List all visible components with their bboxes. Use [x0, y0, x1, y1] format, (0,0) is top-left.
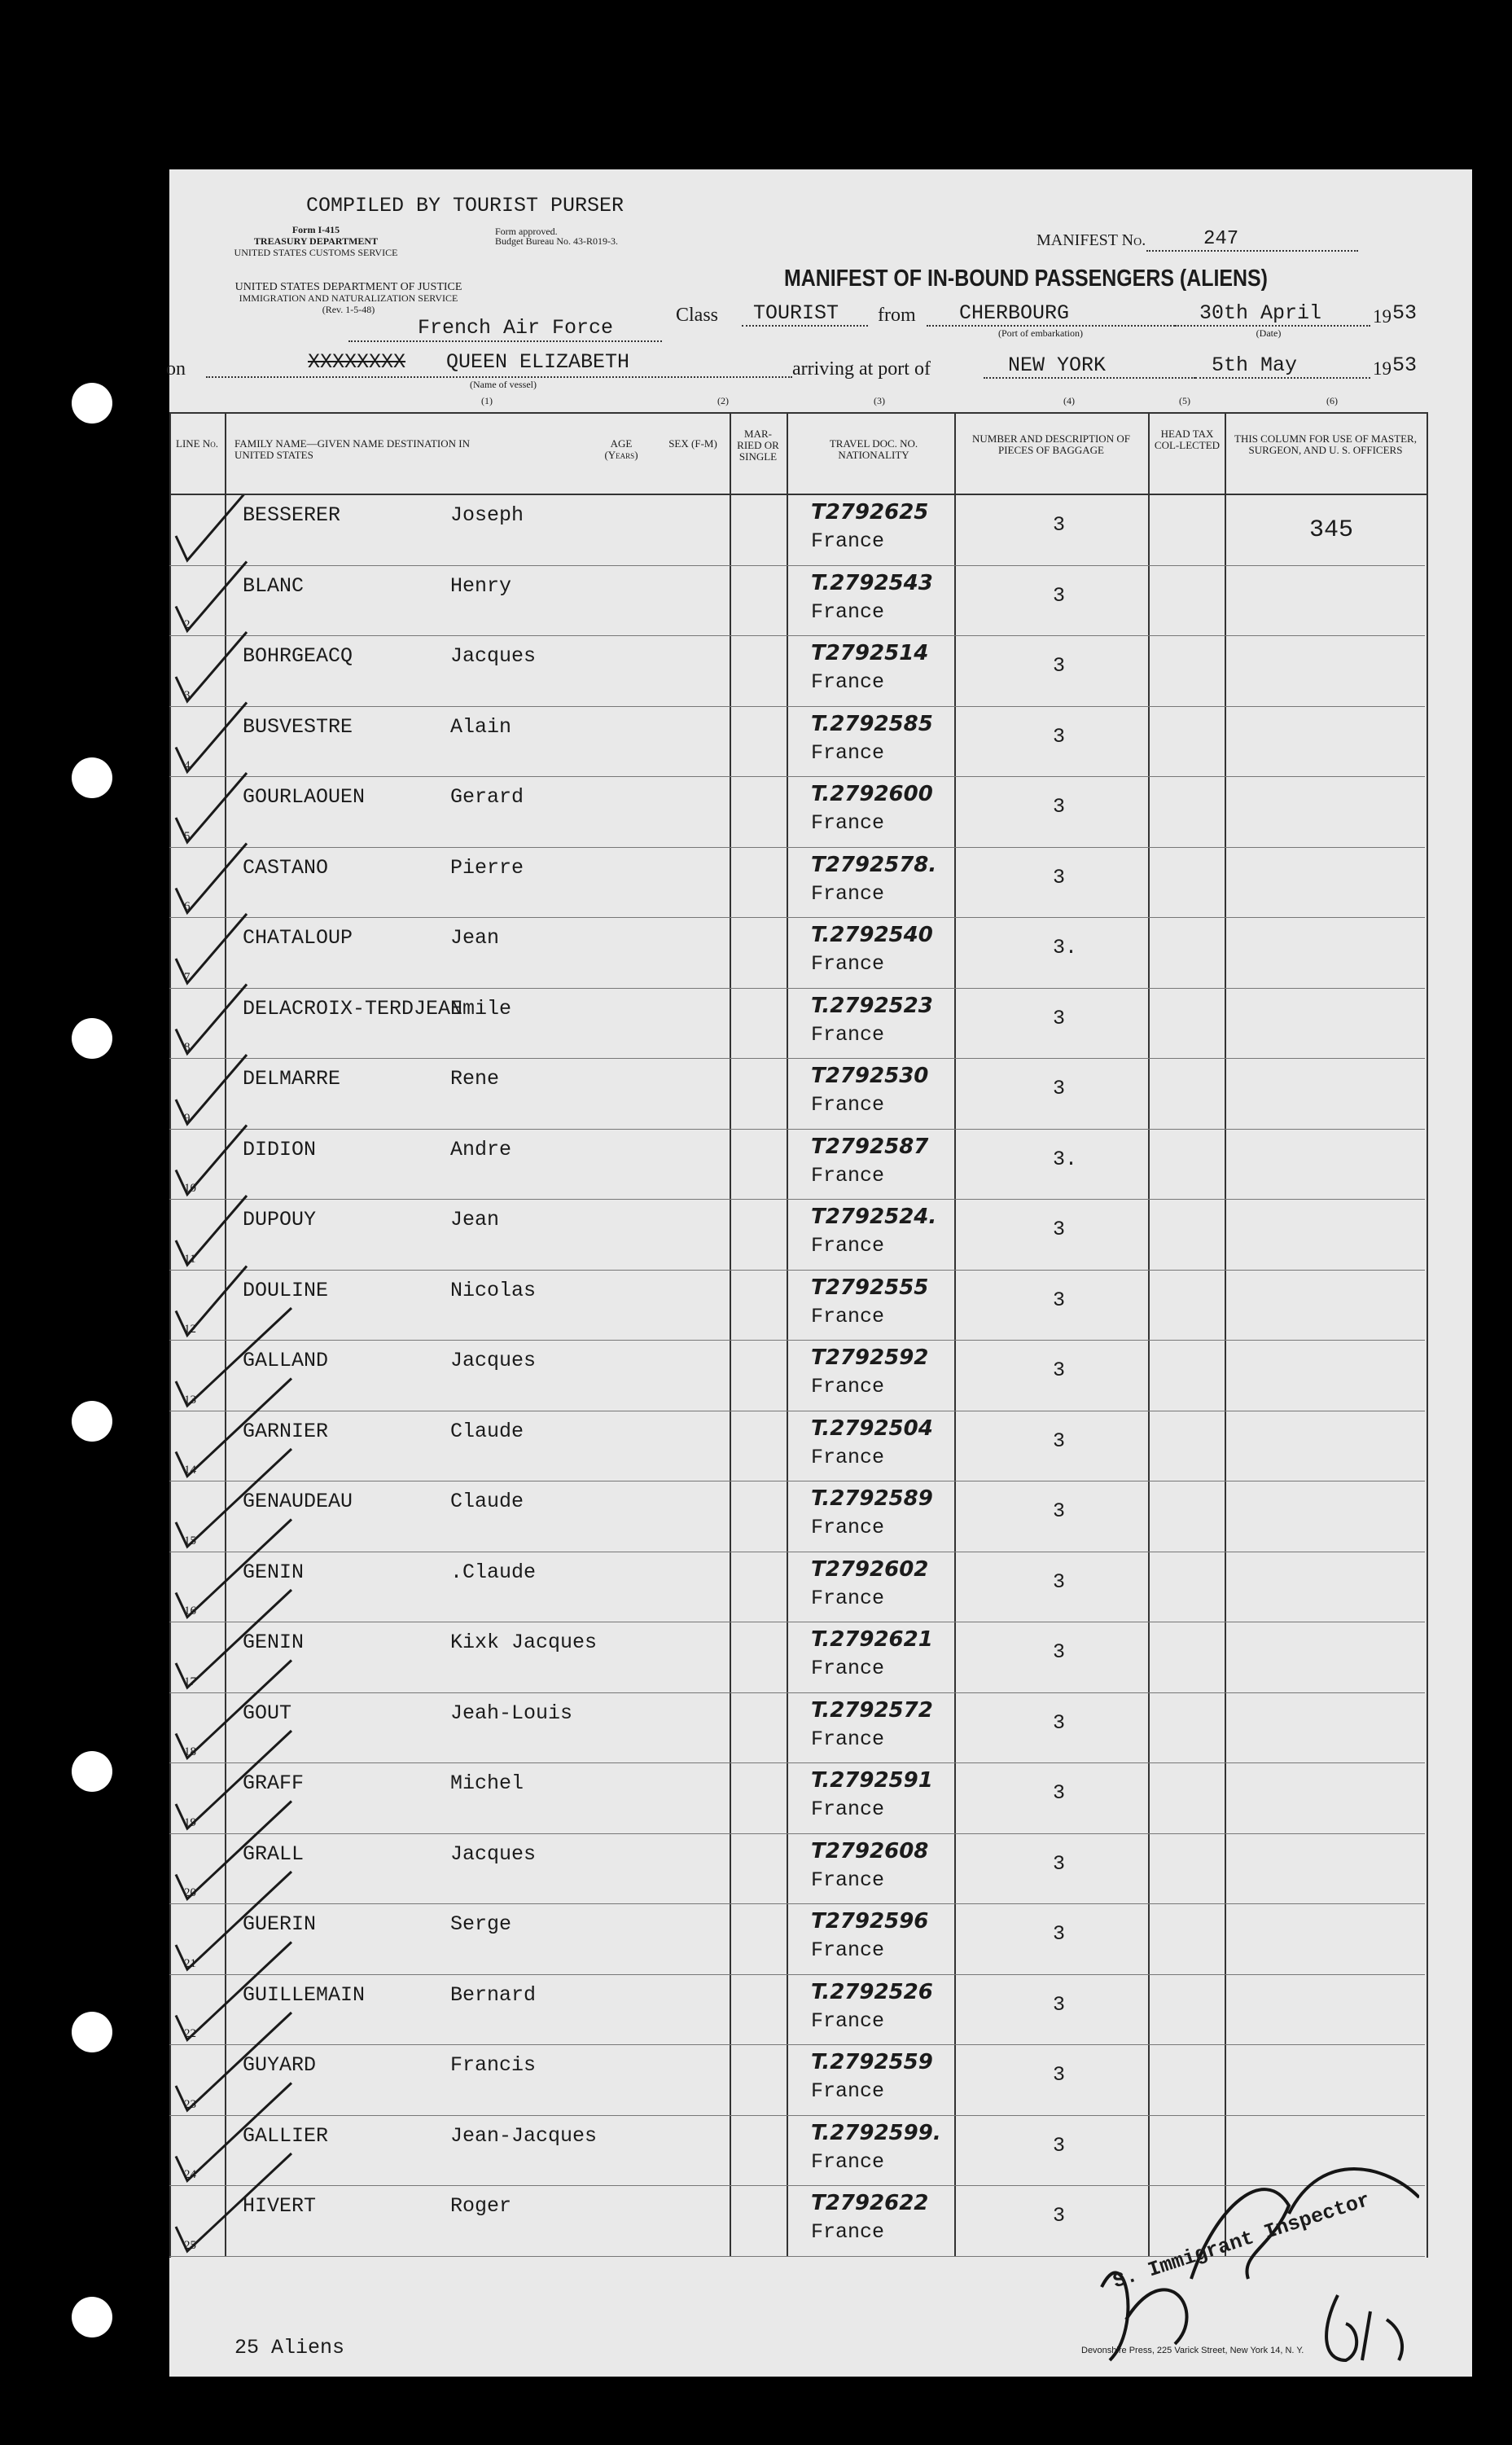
nationality: France — [811, 670, 885, 694]
baggage-count: 3 — [1053, 2133, 1066, 2157]
embarkation-date: 30th April — [1175, 301, 1370, 327]
printer-imprint: Devonshire Press, 225 Varick Street, New York 14, N. Y. — [1081, 2346, 1304, 2355]
binder-hole — [72, 1401, 112, 1442]
travel-doc-number: T.2792540 — [811, 923, 933, 947]
line-number: 7 — [184, 970, 191, 984]
manifest-page — [166, 169, 1472, 2377]
baggage-count: 3 — [1053, 2204, 1066, 2228]
travel-doc-number: T.2792559 — [811, 2050, 933, 2074]
check-mark — [176, 2153, 291, 2251]
nationality: France — [811, 2008, 885, 2033]
given-name: Bernard — [450, 1982, 537, 2007]
check-mark — [176, 1379, 291, 1477]
given-name: .Claude — [450, 1560, 537, 1584]
line-number: 5 — [184, 829, 191, 843]
line-number: 19 — [184, 1815, 196, 1829]
travel-doc-number: T.2792591 — [811, 1768, 933, 1793]
year-prefix: 19 — [1373, 306, 1391, 327]
nationality: France — [811, 1163, 885, 1187]
nationality: France — [811, 740, 885, 765]
line-number: 20 — [184, 1886, 196, 1899]
given-name: Michel — [450, 1771, 524, 1795]
line-number: 10 — [184, 1182, 196, 1195]
nationality: France — [811, 1375, 885, 1398]
family-name: DELACROIX-TERDJEAN — [243, 996, 463, 1021]
given-name: Gerard — [450, 785, 524, 809]
family-name: GOURLAOUEN — [243, 785, 366, 809]
column-number: (6) — [1326, 395, 1338, 406]
nationality: France — [811, 1586, 885, 1610]
baggage-count: 3 — [1053, 513, 1066, 537]
year-prefix: 19 — [1373, 358, 1391, 379]
given-name: Pierre — [450, 855, 524, 880]
nationality: France — [811, 811, 885, 835]
nationality: France — [811, 1304, 885, 1328]
document-title: MANIFEST OF IN-BOUND PASSENGERS (ALIENS) — [784, 266, 1268, 292]
line-number: 22 — [184, 2027, 196, 2040]
column-number: (1) — [481, 395, 493, 406]
baggage-count: 3 — [1053, 1710, 1066, 1735]
check-mark — [176, 914, 247, 983]
line-number: 23 — [184, 2097, 196, 2111]
line-number: 3 — [184, 688, 191, 702]
baggage-count: 3 — [1053, 1569, 1066, 1594]
line-number: 6 — [184, 900, 191, 913]
header-travel-doc: TRAVEL DOC. NO. NATIONALITY — [829, 437, 918, 461]
header-married: MAR-RIED OR SINGLE — [737, 428, 779, 463]
given-name: Jean — [450, 926, 500, 950]
baggage-count: 3 — [1053, 583, 1066, 608]
given-name: Jacques — [450, 1349, 537, 1372]
check-mark — [176, 773, 247, 842]
check-mark — [176, 1126, 247, 1195]
class-value: TOURIST — [742, 301, 868, 327]
check-mark — [176, 703, 247, 772]
binder-hole — [72, 2297, 112, 2337]
check-mark — [176, 2013, 291, 2110]
given-name: Andre — [450, 1137, 512, 1161]
travel-doc-number: T2792524. — [811, 1205, 937, 1229]
given-name: Francis — [450, 2053, 537, 2077]
treasury-department: TREASURY DEPARTMENT — [253, 235, 379, 247]
line-number: 12 — [184, 1323, 196, 1336]
date-caption: (Date) — [1256, 327, 1282, 339]
given-name: Serge — [450, 1912, 512, 1936]
line-number: 2 — [184, 618, 191, 631]
line-number: 13 — [184, 1393, 196, 1407]
travel-doc-number: T2792514 — [811, 641, 929, 665]
nationality: France — [811, 1516, 885, 1539]
arriving-label: arriving at port of — [792, 358, 931, 380]
travel-doc-number: T2792555 — [811, 1275, 929, 1300]
form-number: Form I-415 — [291, 224, 340, 235]
nationality: France — [811, 1093, 885, 1117]
given-name: Jeah-Louis — [450, 1701, 573, 1725]
travel-doc-number: T2792608 — [811, 1838, 929, 1863]
nationality: France — [811, 599, 885, 624]
family-name: DELMARRE — [243, 1067, 341, 1091]
travel-doc-number: T2792625 — [811, 500, 929, 525]
travel-doc-number: T2792602 — [811, 1556, 929, 1582]
given-name: Joseph — [450, 503, 524, 527]
header-baggage: NUMBER AND DESCRIPTION OF PIECES OF BAGGAGE — [972, 432, 1130, 456]
officer-note: 345 — [1309, 516, 1354, 544]
baggage-count: 3 — [1053, 724, 1066, 748]
baggage-count: 3 — [1053, 1006, 1066, 1030]
family-name: GUERIN — [243, 1912, 317, 1936]
family-name: BUSVESTRE — [243, 714, 353, 739]
inspector-stamp: S. Immigrant Inspector — [1110, 2188, 1374, 2294]
nationality: France — [811, 1798, 885, 1821]
baggage-count: 3 — [1053, 1429, 1066, 1453]
given-name: Claude — [450, 1490, 524, 1513]
budget-bureau: Budget Bureau No. 43-R019-3. — [495, 235, 618, 247]
check-mark — [176, 632, 247, 701]
given-name: Alain — [450, 714, 512, 739]
travel-doc-number: T2792530 — [811, 1064, 929, 1088]
nationality: France — [811, 881, 885, 906]
check-mark — [176, 1942, 291, 2040]
manifest-label: MANIFEST No. — [1036, 231, 1146, 249]
check-mark — [176, 2083, 291, 2181]
line-number: 21 — [184, 1956, 196, 1970]
immigration-service: IMMIGRATION AND NATURALIZATION SERVICE — [239, 292, 458, 304]
customs-service: UNITED STATES CUSTOMS SERVICE — [234, 247, 398, 258]
vessel-caption: (Name of vessel) — [470, 379, 537, 390]
check-mark — [176, 844, 247, 913]
baggage-count: 3 — [1053, 1922, 1066, 1946]
given-name: Rene — [450, 1067, 500, 1091]
check-mark — [176, 1266, 247, 1336]
total-aliens: 25 Aliens — [234, 2336, 345, 2359]
column-number: (4) — [1063, 395, 1075, 406]
baggage-count: 3 — [1053, 1288, 1066, 1312]
arrival-date: 5th May — [1195, 353, 1370, 379]
header-name: FAMILY NAME—GIVEN NAME DESTINATION IN UNITED STATES — [234, 437, 471, 461]
line-number: 14 — [184, 1464, 196, 1477]
embarkation-port: CHERBOURG — [927, 301, 1175, 327]
revision-date: (Rev. 1-5-48) — [322, 304, 375, 315]
travel-doc-number: T.2792585 — [811, 711, 933, 736]
line-number: 16 — [184, 1604, 196, 1618]
family-name: GRALL — [243, 1841, 305, 1866]
family-name: DUPOUY — [243, 1208, 317, 1231]
check-mark — [176, 1872, 291, 1969]
baggage-count: 3 — [1053, 1218, 1066, 1241]
baggage-count: 3 — [1053, 1359, 1066, 1382]
column-number: (3) — [874, 395, 885, 406]
travel-doc-number: T.2792572 — [811, 1697, 933, 1723]
baggage-count: 3. — [1053, 936, 1078, 959]
family-name: GOUT — [243, 1701, 292, 1725]
baggage-count: 3 — [1053, 1851, 1066, 1876]
compiled-by-stamp: COMPILED BY TOURIST PURSER — [306, 194, 625, 217]
line-number: 15 — [184, 1534, 196, 1547]
baggage-count: 3. — [1053, 1147, 1078, 1171]
family-name: CHATALOUP — [243, 926, 353, 950]
binder-hole — [72, 1751, 112, 1792]
family-name: GUILLEMAIN — [243, 1982, 366, 2007]
check-marks — [169, 495, 495, 2263]
travel-doc-number: T.2792621 — [811, 1627, 933, 1652]
travel-doc-number: T.2792504 — [811, 1416, 933, 1441]
travel-doc-number: T2792592 — [811, 1345, 929, 1370]
group-underline — [348, 340, 662, 342]
travel-doc-number: T2792587 — [811, 1134, 929, 1159]
arrival-year: 53 — [1392, 353, 1418, 377]
nationality: France — [811, 1022, 885, 1047]
binder-hole — [72, 383, 112, 424]
travel-doc-number: T.2792543 — [811, 570, 933, 595]
vessel-name: QUEEN ELIZABETH — [446, 350, 630, 374]
check-mark — [176, 985, 247, 1054]
check-mark — [176, 1802, 291, 1899]
given-name: Emile — [450, 996, 512, 1021]
check-mark — [176, 1731, 291, 1828]
given-name: Nicolas — [450, 1278, 537, 1302]
header-sex: SEX (F-M) — [668, 437, 717, 450]
family-name: GALLIER — [243, 2123, 329, 2148]
nationality: France — [811, 529, 885, 553]
family-name: GENIN — [243, 1631, 305, 1654]
family-name: BESSERER — [243, 503, 341, 527]
check-mark — [176, 1520, 291, 1618]
travel-doc-number: T.2792589 — [811, 1486, 933, 1511]
line-number: 11 — [184, 1252, 196, 1266]
header-head-tax: HEAD TAX COL-LECTED — [1154, 428, 1221, 451]
check-mark — [176, 1308, 291, 1406]
family-name: CASTANO — [243, 855, 329, 880]
line-number: 4 — [184, 759, 191, 772]
baggage-count: 3 — [1053, 865, 1066, 889]
check-mark — [176, 1661, 291, 1758]
given-name: Jacques — [450, 1841, 537, 1866]
given-name: Jacques — [450, 644, 537, 668]
port-caption: (Port of embarkation) — [998, 327, 1083, 339]
nationality: France — [811, 1868, 885, 1892]
nationality: France — [811, 1727, 885, 1751]
binder-hole — [72, 1018, 112, 1059]
baggage-count: 3 — [1053, 1499, 1066, 1523]
check-mark — [176, 562, 247, 631]
arrival-port: NEW YORK — [984, 353, 1195, 379]
group-name: French Air Force — [418, 316, 614, 340]
given-name: Roger — [450, 2194, 512, 2218]
justice-department: UNITED STATES DEPARTMENT OF JUSTICE — [234, 281, 462, 293]
baggage-count: 3 — [1053, 795, 1066, 819]
line-number: 17 — [184, 1675, 196, 1688]
form-approved: Form approved. — [495, 226, 558, 237]
baggage-count: 3 — [1053, 1781, 1066, 1805]
check-mark — [176, 495, 247, 560]
check-mark — [176, 1055, 247, 1124]
travel-doc-number: T.2792599. — [811, 2120, 941, 2145]
baggage-count: 3 — [1053, 654, 1066, 678]
column-number: (5) — [1179, 395, 1190, 406]
travel-doc-number: T.2792523 — [811, 993, 933, 1018]
family-name: GRAFF — [243, 1771, 305, 1795]
line-number: 18 — [184, 1745, 196, 1758]
line-number: 9 — [184, 1111, 191, 1125]
travel-doc-number: T2792622 — [811, 2191, 929, 2215]
travel-doc-number: T.2792600 — [811, 782, 933, 806]
given-name: Claude — [450, 1419, 524, 1443]
travel-doc-number: T.2792526 — [811, 1979, 933, 2004]
family-name: BOHRGEACQ — [243, 644, 353, 668]
from-label: from — [878, 305, 916, 326]
binder-hole — [72, 757, 112, 798]
given-name: Jean-Jacques — [450, 2123, 598, 2148]
nationality: France — [811, 1445, 885, 1469]
baggage-count: 3 — [1053, 1992, 1066, 2017]
nationality: France — [811, 1938, 885, 1962]
binder-hole — [72, 2012, 112, 2052]
baggage-count: 3 — [1053, 1077, 1066, 1100]
embarkation-year: 53 — [1392, 301, 1418, 325]
nationality: France — [811, 1234, 885, 1258]
family-name: GENAUDEAU — [243, 1490, 353, 1513]
column-number: (2) — [717, 395, 729, 406]
family-name: GARNIER — [243, 1419, 329, 1443]
baggage-count: 3 — [1053, 1640, 1066, 1664]
nationality: France — [811, 2079, 885, 2103]
family-name: DIDION — [243, 1137, 317, 1161]
manifest-number: 247 — [1146, 228, 1358, 252]
nationality: France — [811, 2220, 885, 2244]
family-name: BLANC — [243, 573, 305, 598]
nationality: France — [811, 1657, 885, 1680]
header-age: AGE (Years) — [604, 437, 638, 461]
given-name: Henry — [450, 573, 512, 598]
header-officers: THIS COLUMN FOR USE OF MASTER, SURGEON, AND U. S. OFFICERS — [1234, 432, 1417, 456]
travel-doc-number: T2792578. — [811, 852, 937, 877]
line-number: 24 — [184, 2168, 196, 2181]
family-name: GUYARD — [243, 2053, 317, 2077]
nationality: France — [811, 2149, 885, 2174]
given-name: Jean — [450, 1208, 500, 1231]
line-number: 8 — [184, 1041, 191, 1054]
given-name: Kixk Jacques — [450, 1631, 598, 1654]
family-name: HIVERT — [243, 2194, 317, 2218]
family-name: GALLAND — [243, 1349, 329, 1372]
header-line-no: LINE No. — [176, 437, 218, 450]
on-label: on — [166, 358, 186, 380]
check-mark — [176, 1196, 247, 1265]
vessel-struck: XXXXXXXX — [308, 350, 406, 374]
family-name: GENIN — [243, 1560, 305, 1584]
baggage-count: 3 — [1053, 2063, 1066, 2087]
travel-doc-number: T2792596 — [811, 1909, 929, 1934]
check-mark — [176, 1449, 291, 1547]
line-number: 25 — [184, 2238, 196, 2252]
family-name: DOULINE — [243, 1278, 329, 1302]
class-label: Class — [676, 305, 719, 326]
nationality: France — [811, 952, 885, 976]
check-mark — [176, 1590, 291, 1688]
